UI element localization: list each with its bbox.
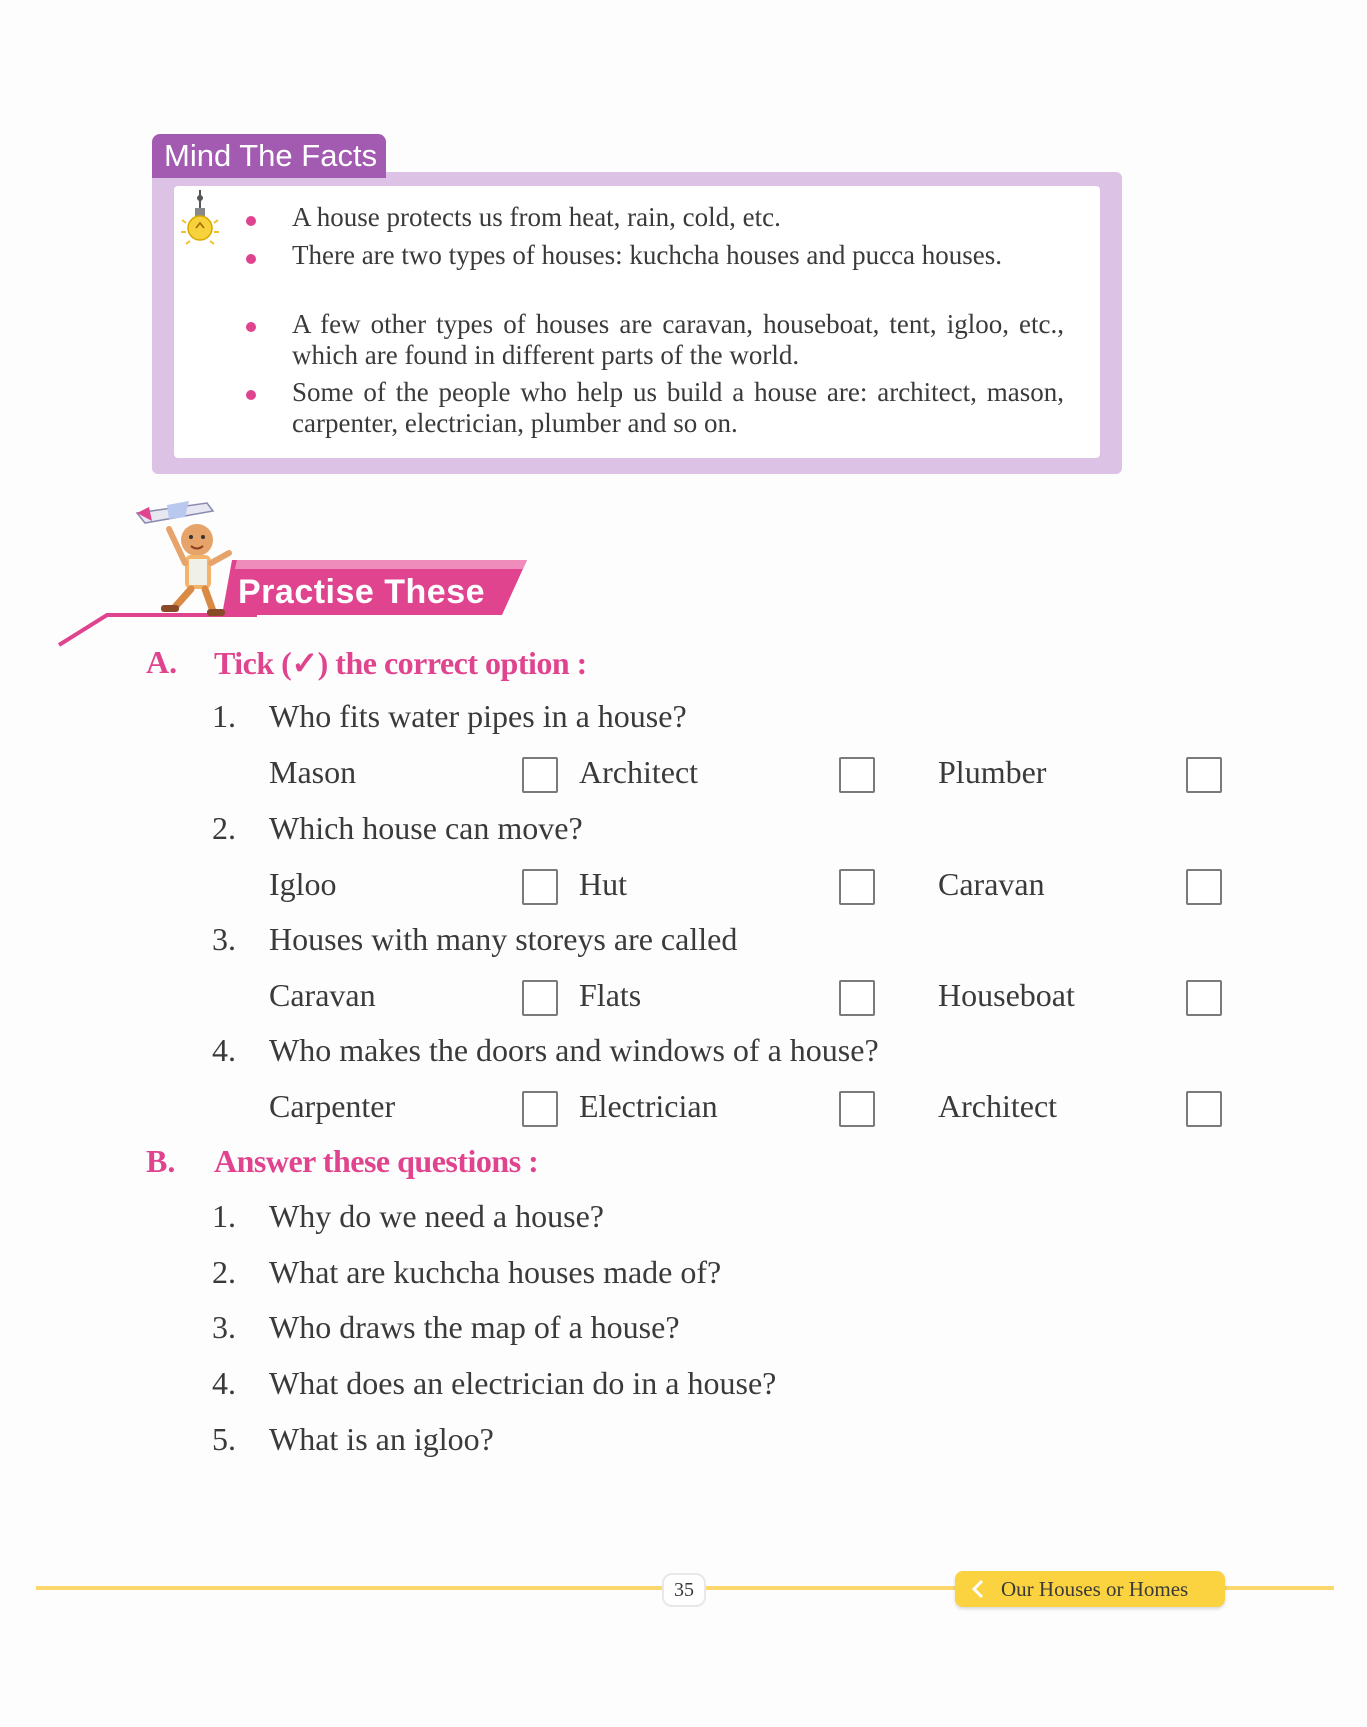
option-checkbox[interactable] xyxy=(522,869,558,905)
option-label: Flats xyxy=(579,977,642,1013)
question-text: What is an igloo? xyxy=(269,1421,494,1457)
section-b-title: Answer these questions : xyxy=(214,1143,539,1179)
section-a-title: Tick (✓) the correct option : xyxy=(214,645,587,681)
question-text: What are kuchcha houses made of? xyxy=(269,1254,722,1290)
option-checkbox[interactable] xyxy=(839,869,875,905)
option-checkbox[interactable] xyxy=(1186,869,1222,905)
question-text: Who fits water pipes in a house? xyxy=(269,698,687,734)
option-label: Caravan xyxy=(938,866,1045,902)
option-label: Caravan xyxy=(269,977,376,1013)
question-text: Houses with many storeys are called xyxy=(269,921,738,957)
bullet-icon xyxy=(246,216,256,226)
option-checkbox[interactable] xyxy=(1186,980,1222,1016)
option-label: Hut xyxy=(579,866,627,902)
question-number: 3. xyxy=(212,921,236,957)
option-label: Architect xyxy=(579,754,699,790)
fact-item: Some of the people who help us build a house are: architect, mason, carpenter, electrician, plumber and so on. xyxy=(292,377,1064,438)
option-label: Architect xyxy=(938,1088,1058,1124)
option-label: Mason xyxy=(269,754,357,790)
section-a-letter: A. xyxy=(146,644,178,680)
fact-item: There are two types of houses: kuchcha houses and pucca houses. xyxy=(292,240,1003,270)
question-text: What does an electrician do in a house? xyxy=(269,1365,777,1401)
option-checkbox[interactable] xyxy=(839,980,875,1016)
option-label: Carpenter xyxy=(269,1088,396,1124)
fact-item: A few other types of houses are caravan, houseboat, tent, igloo, etc., which are found in different parts of the world. xyxy=(292,309,1064,370)
bullet-icon xyxy=(246,390,256,400)
question-text: Which house can move? xyxy=(269,810,583,846)
question-number: 2. xyxy=(212,810,236,846)
question-number: 1. xyxy=(212,1198,236,1234)
question-text: Who draws the map of a house? xyxy=(269,1309,680,1345)
bulb-icon xyxy=(180,190,220,250)
question-number: 2. xyxy=(212,1254,236,1290)
boy-with-plane-illustration xyxy=(137,501,229,616)
option-checkbox[interactable] xyxy=(1186,757,1222,793)
section-b-letter: B. xyxy=(146,1143,176,1179)
option-checkbox[interactable] xyxy=(839,757,875,793)
option-checkbox[interactable] xyxy=(522,980,558,1016)
chapter-title: Our Houses or Homes xyxy=(1001,1577,1189,1601)
option-checkbox[interactable] xyxy=(522,757,558,793)
question-text: Why do we need a house? xyxy=(269,1198,604,1234)
page-number: 35 xyxy=(662,1573,706,1607)
option-label: Plumber xyxy=(938,754,1047,790)
bullet-icon xyxy=(246,322,256,332)
option-label: Electrician xyxy=(579,1088,718,1124)
chevron-left-icon xyxy=(971,1579,985,1599)
question-number: 4. xyxy=(212,1365,236,1401)
facts-title: Mind The Facts xyxy=(152,134,386,178)
bullet-icon xyxy=(246,254,256,264)
chapter-tab[interactable] xyxy=(955,1571,1225,1607)
question-text: Who makes the doors and windows of a house? xyxy=(269,1032,879,1068)
question-number: 3. xyxy=(212,1309,236,1345)
fact-item: A house protects us from heat, rain, cold, etc. xyxy=(292,202,781,232)
practise-title: Practise These xyxy=(238,573,486,611)
option-label: Houseboat xyxy=(938,977,1075,1013)
option-label: Igloo xyxy=(269,866,337,902)
question-number: 1. xyxy=(212,698,236,734)
question-number: 4. xyxy=(212,1032,236,1068)
option-checkbox[interactable] xyxy=(522,1091,558,1127)
option-checkbox[interactable] xyxy=(1186,1091,1222,1127)
question-number: 5. xyxy=(212,1421,236,1457)
option-checkbox[interactable] xyxy=(839,1091,875,1127)
